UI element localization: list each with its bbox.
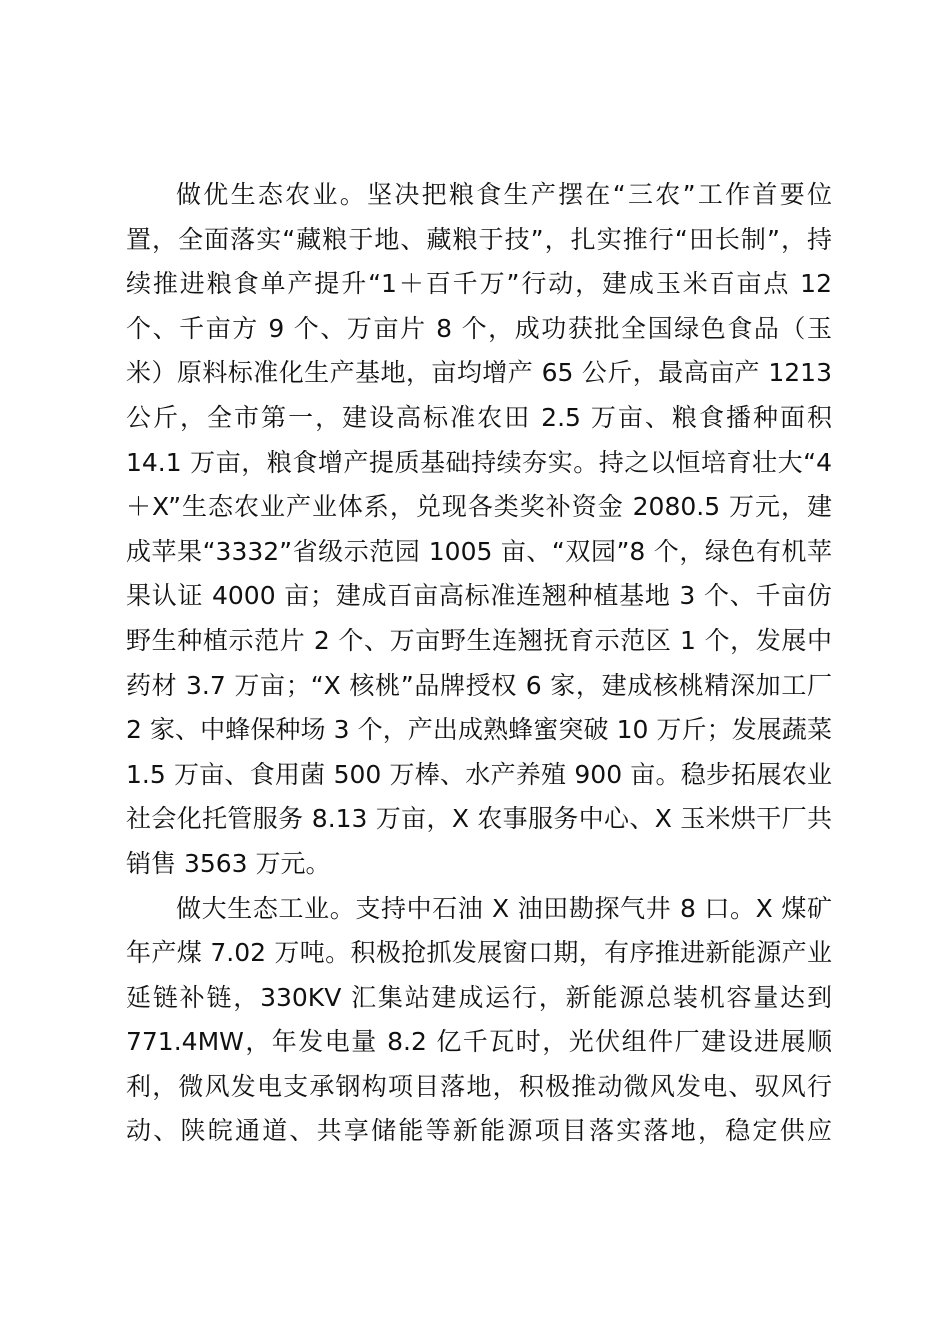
paragraph-line: 年产煤 7.02 万吨。积极抢抓发展窗口期，有序推进新能源产业 — [126, 938, 832, 968]
paragraph-line: 14.1 万亩，粮食增产提质基础持续夯实。持之以恒培育壮大“4 — [126, 447, 832, 477]
paragraph-line: 动、陕皖通道、共享储能等新能源项目落实落地，稳定供应 — [126, 1116, 832, 1146]
paragraph-ecological-agriculture — [126, 173, 832, 887]
paragraph-line: 做大生态工业。支持中石油 X 油田勘探气井 8 口。X 煤矿 — [176, 893, 832, 923]
paragraph-line: 1.5 万亩、食用菌 500 万棒、水产养殖 900 亩。稳步拓展农业 — [126, 759, 832, 789]
document-page — [126, 173, 832, 1154]
paragraph-line: 成苹果“3332”省级示范园 1005 亩、“双园”8 个，绿色有机苹 — [126, 536, 832, 566]
paragraph-line: 延链补链，330KV 汇集站建成运行，新能源总装机容量达到 — [126, 982, 832, 1012]
paragraph-line: 771.4MW，年发电量 8.2 亿千瓦时，光伏组件厂建设进展顺 — [126, 1027, 832, 1057]
paragraph-line: 野生种植示范片 2 个、万亩野生连翘抚育示范区 1 个，发展中 — [126, 625, 832, 655]
paragraph-line: 公斤，全市第一，建设高标准农田 2.5 万亩、粮食播种面积 — [126, 402, 832, 432]
paragraph-line: ＋X”生态农业产业体系，兑现各类奖补资金 2080.5 万元，建 — [126, 492, 832, 522]
paragraph-line: 果认证 4000 亩；建成百亩高标准连翘种植基地 3 个、千亩仿 — [126, 581, 832, 611]
paragraph-line: 个、千亩方 9 个、万亩片 8 个，成功获批全国绿色食品（玉 — [126, 313, 832, 343]
paragraph-ecological-industry — [126, 887, 832, 1155]
paragraph-line: 做优生态农业。坚决把粮食生产摆在“三农”工作首要位 — [176, 180, 832, 209]
paragraph-line: 药材 3.7 万亩；“X 核桃”品牌授权 6 家，建成核桃精深加工厂 — [126, 670, 832, 700]
paragraph-line: 置，全面落实“藏粮于地、藏粮于技”，扎实推行“田长制”，持 — [126, 224, 832, 254]
paragraph-line: 2 家、中蜂保种场 3 个，产出成熟蜂蜜突破 10 万斤；发展蔬菜 — [126, 715, 832, 745]
paragraph-line: 销售 3563 万元。 — [126, 848, 331, 878]
paragraph-line: 社会化托管服务 8.13 万亩，X 农事服务中心、X 玉米烘干厂共 — [126, 804, 832, 834]
paragraph-line: 续推进粮食单产提升“1＋百千万”行动，建成玉米百亩点 12 — [126, 269, 832, 299]
paragraph-line: 利，微风发电支承钢构项目落地，积极推动微风发电、驭风行 — [126, 1071, 832, 1101]
paragraph-line: 米）原料标准化生产基地，亩均增产 65 公斤，最高亩产 1213 — [126, 358, 832, 388]
